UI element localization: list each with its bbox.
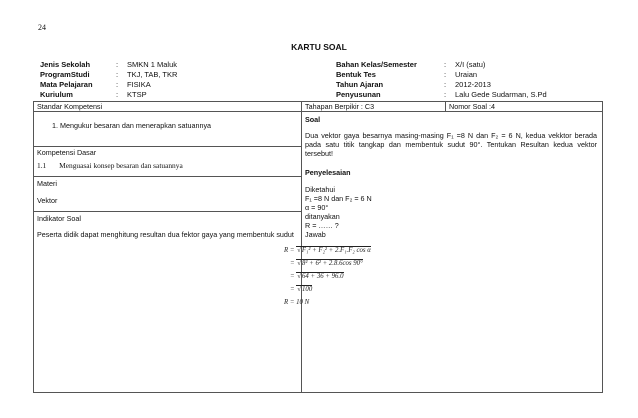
formula-prefix: = bbox=[290, 286, 297, 293]
meta-left bbox=[40, 60, 177, 100]
angle-value: α = 90° bbox=[305, 203, 329, 212]
meta-row bbox=[40, 60, 177, 70]
force-values: F₁ =8 N dan F₂ = 6 N bbox=[305, 194, 372, 203]
meta-row bbox=[336, 90, 547, 100]
indikator-header: Indikator Soal bbox=[37, 214, 81, 223]
meta-value: TKJ, TAB, TKR bbox=[127, 70, 178, 79]
document-title: KARTU SOAL bbox=[291, 42, 347, 52]
formula-prefix: R = bbox=[284, 247, 297, 254]
meta-colon: : bbox=[116, 70, 119, 79]
materi-header: Materi bbox=[37, 179, 57, 188]
sk-header: Standar Kompetensi bbox=[37, 102, 103, 111]
tahapan-berpikir: Tahapan Berpikir : C3 bbox=[305, 102, 375, 111]
meta-label: Penyusunan bbox=[336, 90, 381, 99]
nomor-soal: Nomor Soal :4 bbox=[449, 102, 495, 111]
formula-block bbox=[284, 244, 371, 309]
meta-row bbox=[40, 70, 177, 80]
meta-label: Jenis Sekolah bbox=[40, 60, 91, 69]
row-rule bbox=[33, 146, 301, 147]
soal-text: Dua vektor gaya besarnya masing-masing F₁ =8 N dan F₂ = 6 N, kedua vekktor berada pada satu titik tangkap dan membentuk sudut 90°. Tentukan Resultan kedua vektor tersebut! bbox=[305, 131, 597, 158]
meta-value: SMKN 1 Maluk bbox=[127, 60, 178, 69]
meta-value: 2012-2013 bbox=[455, 80, 491, 89]
meta-label: Bahan Kelas/Semester bbox=[336, 60, 417, 69]
meta-label: ProgramStudi bbox=[40, 70, 90, 79]
formula-line-4: = √100 bbox=[290, 286, 313, 293]
formula-line-2: = √8² + 6² + 2.8.6cos 90° bbox=[290, 260, 363, 267]
formula-radicand: 8² + 6² + 2.8.6cos 90° bbox=[302, 260, 363, 267]
meta-value: FISIKA bbox=[127, 80, 151, 89]
meta-colon: : bbox=[444, 60, 447, 69]
meta-label: Kuriulum bbox=[40, 90, 73, 99]
row-rule bbox=[33, 176, 301, 177]
meta-right bbox=[336, 60, 547, 100]
ditanyakan-label: ditanyakan bbox=[305, 212, 340, 221]
penyelesaian-header: Penyelesaian bbox=[305, 168, 351, 177]
meta-row bbox=[40, 80, 177, 90]
soal-header: Soal bbox=[305, 115, 321, 124]
formula-radicand: F₁² + F₂² + 2.F₁.F₂ cos α bbox=[301, 247, 371, 254]
formula-line-3: = √64 + 36 + 96.0 bbox=[290, 273, 344, 280]
meta-label: Tahun Ajaran bbox=[336, 80, 384, 89]
materi-value: Vektor bbox=[37, 196, 58, 205]
meta-value: Lalu Gede Sudarman, S.Pd bbox=[455, 90, 547, 99]
meta-colon: : bbox=[116, 90, 119, 99]
indikator-value: Peserta didik dapat menghitung resultan dua fektor gaya yang membentuk sudut bbox=[37, 230, 294, 239]
meta-value: KTSP bbox=[127, 90, 147, 99]
formula-radicand: 100 bbox=[302, 286, 313, 293]
meta-label: Mata Pelajaran bbox=[40, 80, 93, 89]
meta-row bbox=[336, 60, 547, 70]
formula-result: R = 10 N bbox=[284, 299, 310, 306]
meta-value: Uraian bbox=[455, 70, 478, 79]
formula-line-1: R = √F₁² + F₂² + 2.F₁.F₂ cos α bbox=[284, 247, 371, 254]
formula-prefix: = bbox=[290, 273, 297, 280]
meta-value: X/I (satu) bbox=[455, 60, 486, 69]
jawab-label: Jawab bbox=[305, 230, 326, 239]
meta-colon: : bbox=[444, 90, 447, 99]
header-rule bbox=[33, 111, 603, 112]
meta-colon: : bbox=[116, 60, 119, 69]
formula-radicand: 64 + 36 + 96.0 bbox=[302, 273, 344, 280]
page-number: 24 bbox=[38, 23, 46, 32]
formula-prefix: = bbox=[290, 260, 297, 267]
meta-row bbox=[336, 80, 547, 90]
meta-row bbox=[40, 90, 177, 100]
meta-colon: : bbox=[116, 80, 119, 89]
kd-header: Kompetensi Dasar bbox=[37, 148, 97, 157]
meta-colon: : bbox=[444, 80, 447, 89]
r-question: R = …… ? bbox=[305, 221, 339, 230]
diketahui-label: Diketahui bbox=[305, 185, 335, 194]
sk-item: 1. Mengukur besaran dan menerapkan satuannya bbox=[52, 121, 212, 130]
meta-colon: : bbox=[444, 70, 447, 79]
meta-row bbox=[336, 70, 547, 80]
row-rule bbox=[33, 211, 301, 212]
meta-label: Bentuk Tes bbox=[336, 70, 376, 79]
kd-item: 1.1 Menguasai konsep besaran dan satuannya bbox=[37, 161, 183, 170]
